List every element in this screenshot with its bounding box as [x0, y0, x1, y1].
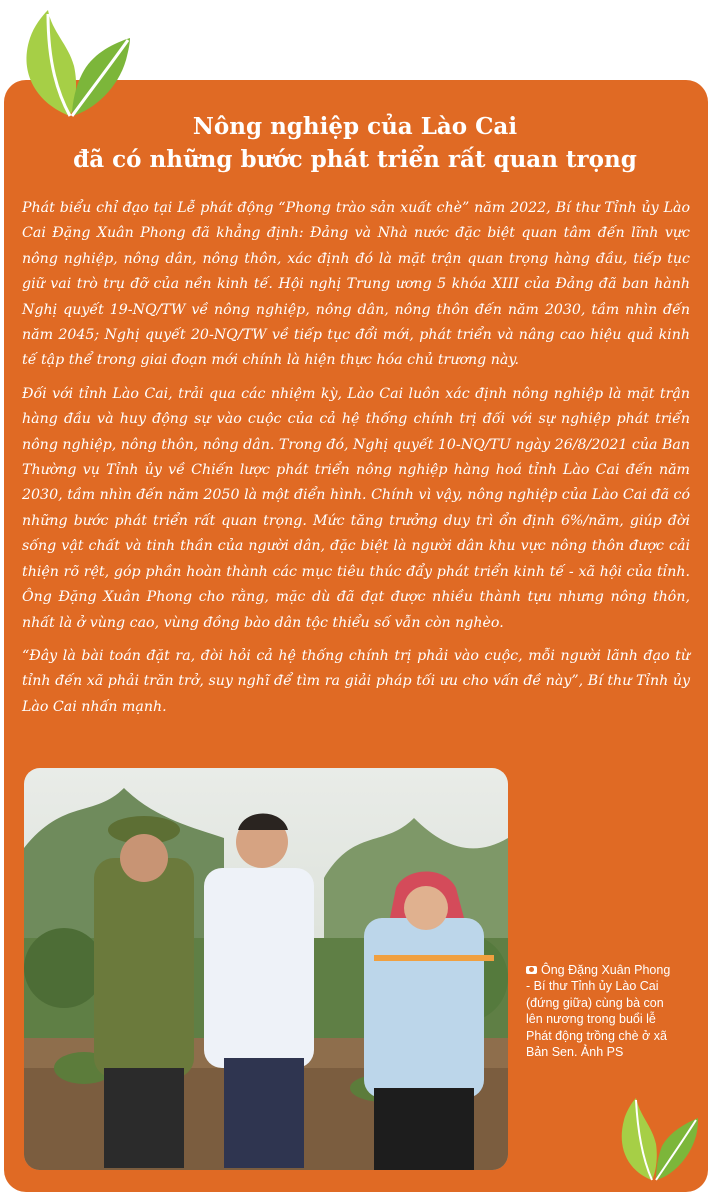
title-line-2: đã có những bước phát triển rất quan trọng: [73, 146, 637, 173]
paragraph: Phát biểu chỉ đạo tại Lễ phát động “Phong trào sản xuất chè” năm 2022, Bí thư Tỉnh ủy Lào Cai Đặng Xuân Phong đã khẳng định: Đảng và Nhà nước đặc biệt quan tâm đến lĩnh vực nông nghiệp, nông dân, nông thôn, xác định đó là mặt trận quan trọng hàng đầu, tiếp tục giữ vai trò trụ đỡ của nền kinh tế. Hội nghị Trung ương 5 khóa XIII của Đảng đã ban hành Nghị quyết 19-NQ/TW về nông nghiệp, nông dân, nông thôn đến năm 2030, tầm nhìn đến năm 2045; Nghị quyết 20-NQ/TW về tiếp tục đổi mới, phát triển và nâng cao hiệu quả kinh tế tập thể trong giai đoạn mới chính là hiện thực hóa chủ trương này.: [22, 200, 690, 369]
article-body: [22, 196, 690, 728]
caption-text: Ông Đặng Xuân Phong - Bí thư Tỉnh ủy Lào Cai (đứng giữa) cùng bà con lên nương trong buổi lễ Phát động trồng chè ở xã Bản Sen. Ảnh PS: [526, 963, 671, 1060]
paragraph: Đối với tỉnh Lào Cai, trải qua các nhiệm kỳ, Lào Cai luôn xác định nông nghiệp là mặt trận hàng đầu và huy động sự vào cuộc của cả hệ thống chính trị đối với sự nghiệp phát triển nông nghiệp, nông thôn, nông dân. Trong đó, Nghị quyết 10-NQ/TU ngày 26/8/2021 của Ban Thường vụ Tỉnh ủy về Chiến lược phát triển nông nghiệp hàng hoá tỉnh Lào Cai đến năm 2030, tầm nhìn đến năm 2050 là một điển hình. Chính vì vậy, nông nghiệp của Lào Cai đã có những bước phát triển rất quan trọng. Mức tăng trưởng duy trì ổn định 6%/năm, giúp đời sống vật chất và tinh thần của người dân, đặc biệt là người dân khu vực nông thôn được cải thiện rõ rệt, góp phần hoàn thành các mục tiêu thúc đẩy phát triển kinh tế - xã hội của tỉnh. Ông Đặng Xuân Phong cho rằng, mặc dù đã đạt được nhiều thành tựu nhưng nông thôn, nhất là ở vùng cao, vùng đồng bào dân tộc thiểu số vẫn còn nghèo.: [22, 385, 690, 631]
leaf-icon: [8, 4, 138, 122]
title-line-1: Nông nghiệp của Lào Cai: [192, 113, 518, 140]
photo-caption: [526, 962, 674, 1060]
paragraph: “Đây là bài toán đặt ra, đòi hỏi cả hệ thống chính trị phải vào cuộc, mỗi người lãnh đạo từ tỉnh đến xã phải trăn trở, suy nghĩ để tìm ra giải pháp tối ưu cho vấn đề này”, Bí thư Tỉnh ủy Lào Cai nhấn mạnh.: [22, 647, 690, 715]
camera-icon: [526, 966, 537, 974]
article-photo: [24, 768, 508, 1170]
article-title: [0, 110, 710, 176]
leaf-icon: [608, 1092, 704, 1184]
